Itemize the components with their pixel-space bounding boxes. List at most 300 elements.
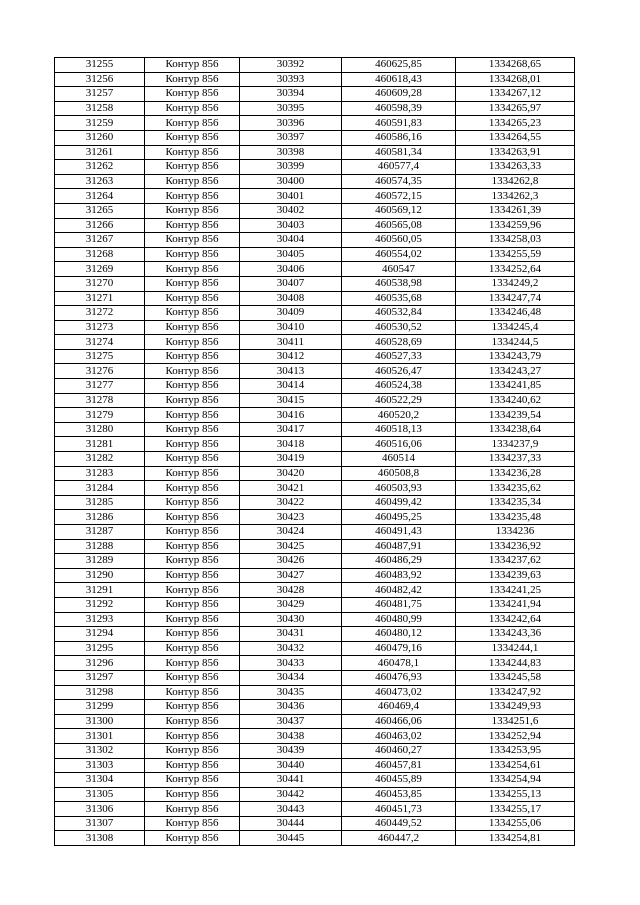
coordinates-table-body — [55, 58, 575, 846]
contour-name-cell: Контур 856 — [145, 276, 240, 291]
vertex-number-cell: 30399 — [240, 160, 342, 175]
table-row — [55, 160, 575, 175]
x-coordinate-cell: 460482,42 — [342, 583, 456, 598]
contour-name-cell: Контур 856 — [145, 174, 240, 189]
point-number-cell: 31277 — [55, 379, 145, 394]
table-row — [55, 116, 575, 131]
point-number-cell: 31272 — [55, 306, 145, 321]
y-coordinate-cell: 1334267,12 — [456, 87, 575, 102]
table-row — [55, 87, 575, 102]
x-coordinate-cell: 460530,52 — [342, 320, 456, 335]
contour-name-cell: Контур 856 — [145, 758, 240, 773]
point-number-cell: 31291 — [55, 583, 145, 598]
y-coordinate-cell: 1334247,92 — [456, 685, 575, 700]
vertex-number-cell: 30423 — [240, 510, 342, 525]
vertex-number-cell: 30412 — [240, 349, 342, 364]
point-number-cell: 31293 — [55, 612, 145, 627]
table-row — [55, 233, 575, 248]
point-number-cell: 31285 — [55, 495, 145, 510]
vertex-number-cell: 30398 — [240, 145, 342, 160]
y-coordinate-cell: 1334264,55 — [456, 130, 575, 145]
vertex-number-cell: 30395 — [240, 101, 342, 116]
table-row — [55, 189, 575, 204]
contour-name-cell: Контур 856 — [145, 525, 240, 540]
point-number-cell: 31294 — [55, 627, 145, 642]
table-row — [55, 422, 575, 437]
y-coordinate-cell: 1334261,39 — [456, 203, 575, 218]
table-row — [55, 495, 575, 510]
table-row — [55, 787, 575, 802]
x-coordinate-cell: 460487,91 — [342, 539, 456, 554]
x-coordinate-cell: 460554,02 — [342, 247, 456, 262]
x-coordinate-cell: 460547 — [342, 262, 456, 277]
x-coordinate-cell: 460577,4 — [342, 160, 456, 175]
contour-name-cell: Контур 856 — [145, 233, 240, 248]
x-coordinate-cell: 460466,06 — [342, 714, 456, 729]
x-coordinate-cell: 460527,33 — [342, 349, 456, 364]
y-coordinate-cell: 1334259,96 — [456, 218, 575, 233]
contour-name-cell: Контур 856 — [145, 306, 240, 321]
vertex-number-cell: 30445 — [240, 831, 342, 846]
y-coordinate-cell: 1334268,01 — [456, 72, 575, 87]
x-coordinate-cell: 460516,06 — [342, 437, 456, 452]
point-number-cell: 31256 — [55, 72, 145, 87]
y-coordinate-cell: 1334237,9 — [456, 437, 575, 452]
point-number-cell: 31266 — [55, 218, 145, 233]
y-coordinate-cell: 1334262,3 — [456, 189, 575, 204]
vertex-number-cell: 30400 — [240, 174, 342, 189]
vertex-number-cell: 30444 — [240, 816, 342, 831]
table-row — [55, 583, 575, 598]
vertex-number-cell: 30401 — [240, 189, 342, 204]
point-number-cell: 31263 — [55, 174, 145, 189]
y-coordinate-cell: 1334255,17 — [456, 802, 575, 817]
point-number-cell: 31301 — [55, 729, 145, 744]
x-coordinate-cell: 460495,25 — [342, 510, 456, 525]
x-coordinate-cell: 460447,2 — [342, 831, 456, 846]
y-coordinate-cell: 1334241,25 — [456, 583, 575, 598]
table-row — [55, 291, 575, 306]
point-number-cell: 31270 — [55, 276, 145, 291]
table-row — [55, 276, 575, 291]
vertex-number-cell: 30433 — [240, 656, 342, 671]
point-number-cell: 31303 — [55, 758, 145, 773]
vertex-number-cell: 30404 — [240, 233, 342, 248]
vertex-number-cell: 30439 — [240, 743, 342, 758]
table-row — [55, 525, 575, 540]
vertex-number-cell: 30438 — [240, 729, 342, 744]
table-row — [55, 379, 575, 394]
point-number-cell: 31278 — [55, 393, 145, 408]
table-row — [55, 174, 575, 189]
contour-name-cell: Контур 856 — [145, 145, 240, 160]
contour-name-cell: Контур 856 — [145, 335, 240, 350]
contour-name-cell: Контур 856 — [145, 247, 240, 262]
point-number-cell: 31260 — [55, 130, 145, 145]
x-coordinate-cell: 460449,52 — [342, 816, 456, 831]
table-row — [55, 627, 575, 642]
x-coordinate-cell: 460486,29 — [342, 554, 456, 569]
point-number-cell: 31298 — [55, 685, 145, 700]
x-coordinate-cell: 460473,02 — [342, 685, 456, 700]
vertex-number-cell: 30418 — [240, 437, 342, 452]
coordinates-table — [54, 57, 575, 846]
y-coordinate-cell: 1334253,95 — [456, 743, 575, 758]
table-row — [55, 145, 575, 160]
point-number-cell: 31302 — [55, 743, 145, 758]
point-number-cell: 31296 — [55, 656, 145, 671]
x-coordinate-cell: 460520,2 — [342, 408, 456, 423]
x-coordinate-cell: 460535,68 — [342, 291, 456, 306]
table-row — [55, 262, 575, 277]
y-coordinate-cell: 1334243,27 — [456, 364, 575, 379]
y-coordinate-cell: 1334244,83 — [456, 656, 575, 671]
contour-name-cell: Контур 856 — [145, 816, 240, 831]
vertex-number-cell: 30396 — [240, 116, 342, 131]
x-coordinate-cell: 460598,39 — [342, 101, 456, 116]
point-number-cell: 31284 — [55, 481, 145, 496]
table-row — [55, 612, 575, 627]
table-row — [55, 349, 575, 364]
contour-name-cell: Контур 856 — [145, 685, 240, 700]
vertex-number-cell: 30419 — [240, 452, 342, 467]
contour-name-cell: Контур 856 — [145, 510, 240, 525]
contour-name-cell: Контур 856 — [145, 160, 240, 175]
x-coordinate-cell: 460476,93 — [342, 670, 456, 685]
contour-name-cell: Контур 856 — [145, 393, 240, 408]
contour-name-cell: Контур 856 — [145, 58, 240, 73]
y-coordinate-cell: 1334241,85 — [456, 379, 575, 394]
table-row — [55, 554, 575, 569]
x-coordinate-cell: 460451,73 — [342, 802, 456, 817]
contour-name-cell: Контур 856 — [145, 437, 240, 452]
table-row — [55, 306, 575, 321]
table-row — [55, 466, 575, 481]
x-coordinate-cell: 460528,69 — [342, 335, 456, 350]
point-number-cell: 31287 — [55, 525, 145, 540]
x-coordinate-cell: 460508,8 — [342, 466, 456, 481]
point-number-cell: 31280 — [55, 422, 145, 437]
point-number-cell: 31297 — [55, 670, 145, 685]
vertex-number-cell: 30416 — [240, 408, 342, 423]
x-coordinate-cell: 460460,27 — [342, 743, 456, 758]
contour-name-cell: Контур 856 — [145, 787, 240, 802]
contour-name-cell: Контур 856 — [145, 72, 240, 87]
point-number-cell: 31259 — [55, 116, 145, 131]
y-coordinate-cell: 1334238,64 — [456, 422, 575, 437]
table-row — [55, 408, 575, 423]
contour-name-cell: Контур 856 — [145, 203, 240, 218]
vertex-number-cell: 30428 — [240, 583, 342, 598]
table-row — [55, 218, 575, 233]
vertex-number-cell: 30440 — [240, 758, 342, 773]
vertex-number-cell: 30409 — [240, 306, 342, 321]
point-number-cell: 31261 — [55, 145, 145, 160]
vertex-number-cell: 30410 — [240, 320, 342, 335]
y-coordinate-cell: 1334252,94 — [456, 729, 575, 744]
point-number-cell: 31267 — [55, 233, 145, 248]
table-row — [55, 393, 575, 408]
point-number-cell: 31273 — [55, 320, 145, 335]
y-coordinate-cell: 1334237,62 — [456, 554, 575, 569]
vertex-number-cell: 30422 — [240, 495, 342, 510]
contour-name-cell: Контур 856 — [145, 568, 240, 583]
y-coordinate-cell: 1334236 — [456, 525, 575, 540]
point-number-cell: 31268 — [55, 247, 145, 262]
point-number-cell: 31308 — [55, 831, 145, 846]
x-coordinate-cell: 460480,99 — [342, 612, 456, 627]
x-coordinate-cell: 460572,15 — [342, 189, 456, 204]
vertex-number-cell: 30413 — [240, 364, 342, 379]
x-coordinate-cell: 460591,83 — [342, 116, 456, 131]
x-coordinate-cell: 460586,16 — [342, 130, 456, 145]
contour-name-cell: Контур 856 — [145, 583, 240, 598]
vertex-number-cell: 30435 — [240, 685, 342, 700]
table-row — [55, 773, 575, 788]
x-coordinate-cell: 460499,42 — [342, 495, 456, 510]
point-number-cell: 31257 — [55, 87, 145, 102]
y-coordinate-cell: 1334247,74 — [456, 291, 575, 306]
y-coordinate-cell: 1334263,91 — [456, 145, 575, 160]
x-coordinate-cell: 460618,43 — [342, 72, 456, 87]
y-coordinate-cell: 1334252,64 — [456, 262, 575, 277]
vertex-number-cell: 30402 — [240, 203, 342, 218]
x-coordinate-cell: 460532,84 — [342, 306, 456, 321]
vertex-number-cell: 30442 — [240, 787, 342, 802]
vertex-number-cell: 30437 — [240, 714, 342, 729]
x-coordinate-cell: 460453,85 — [342, 787, 456, 802]
contour-name-cell: Контур 856 — [145, 802, 240, 817]
vertex-number-cell: 30431 — [240, 627, 342, 642]
vertex-number-cell: 30394 — [240, 87, 342, 102]
x-coordinate-cell: 460480,12 — [342, 627, 456, 642]
y-coordinate-cell: 1334255,13 — [456, 787, 575, 802]
point-number-cell: 31304 — [55, 773, 145, 788]
table-row — [55, 364, 575, 379]
contour-name-cell: Контур 856 — [145, 291, 240, 306]
y-coordinate-cell: 1334236,28 — [456, 466, 575, 481]
x-coordinate-cell: 460565,08 — [342, 218, 456, 233]
table-row — [55, 101, 575, 116]
contour-name-cell: Контур 856 — [145, 116, 240, 131]
point-number-cell: 31269 — [55, 262, 145, 277]
x-coordinate-cell: 460560,05 — [342, 233, 456, 248]
point-number-cell: 31279 — [55, 408, 145, 423]
point-number-cell: 31275 — [55, 349, 145, 364]
table-row — [55, 802, 575, 817]
x-coordinate-cell: 460457,81 — [342, 758, 456, 773]
table-row — [55, 685, 575, 700]
contour-name-cell: Контур 856 — [145, 641, 240, 656]
vertex-number-cell: 30434 — [240, 670, 342, 685]
contour-name-cell: Контур 856 — [145, 481, 240, 496]
vertex-number-cell: 30414 — [240, 379, 342, 394]
y-coordinate-cell: 1334239,63 — [456, 568, 575, 583]
vertex-number-cell: 30436 — [240, 700, 342, 715]
x-coordinate-cell: 460574,35 — [342, 174, 456, 189]
contour-name-cell: Контур 856 — [145, 364, 240, 379]
contour-name-cell: Контур 856 — [145, 656, 240, 671]
table-row — [55, 437, 575, 452]
contour-name-cell: Контур 856 — [145, 495, 240, 510]
x-coordinate-cell: 460569,12 — [342, 203, 456, 218]
y-coordinate-cell: 1334265,23 — [456, 116, 575, 131]
vertex-number-cell: 30425 — [240, 539, 342, 554]
point-number-cell: 31306 — [55, 802, 145, 817]
vertex-number-cell: 30430 — [240, 612, 342, 627]
x-coordinate-cell: 460491,43 — [342, 525, 456, 540]
vertex-number-cell: 30397 — [240, 130, 342, 145]
contour-name-cell: Контур 856 — [145, 349, 240, 364]
contour-name-cell: Контур 856 — [145, 218, 240, 233]
table-row — [55, 510, 575, 525]
vertex-number-cell: 30429 — [240, 597, 342, 612]
table-row — [55, 743, 575, 758]
table-row — [55, 58, 575, 73]
contour-name-cell: Контур 856 — [145, 743, 240, 758]
contour-name-cell: Контур 856 — [145, 714, 240, 729]
x-coordinate-cell: 460514 — [342, 452, 456, 467]
y-coordinate-cell: 1334246,48 — [456, 306, 575, 321]
contour-name-cell: Контур 856 — [145, 831, 240, 846]
point-number-cell: 31288 — [55, 539, 145, 554]
x-coordinate-cell: 460522,29 — [342, 393, 456, 408]
point-number-cell: 31281 — [55, 437, 145, 452]
table-row — [55, 539, 575, 554]
x-coordinate-cell: 460518,13 — [342, 422, 456, 437]
point-number-cell: 31262 — [55, 160, 145, 175]
table-row — [55, 641, 575, 656]
x-coordinate-cell: 460479,16 — [342, 641, 456, 656]
contour-name-cell: Контур 856 — [145, 130, 240, 145]
contour-name-cell: Контур 856 — [145, 452, 240, 467]
point-number-cell: 31299 — [55, 700, 145, 715]
y-coordinate-cell: 1334258,03 — [456, 233, 575, 248]
y-coordinate-cell: 1334262,8 — [456, 174, 575, 189]
x-coordinate-cell: 460609,28 — [342, 87, 456, 102]
contour-name-cell: Контур 856 — [145, 189, 240, 204]
y-coordinate-cell: 1334243,36 — [456, 627, 575, 642]
contour-name-cell: Контур 856 — [145, 422, 240, 437]
y-coordinate-cell: 1334244,1 — [456, 641, 575, 656]
y-coordinate-cell: 1334254,81 — [456, 831, 575, 846]
y-coordinate-cell: 1334255,06 — [456, 816, 575, 831]
y-coordinate-cell: 1334237,33 — [456, 452, 575, 467]
x-coordinate-cell: 460463,02 — [342, 729, 456, 744]
y-coordinate-cell: 1334265,97 — [456, 101, 575, 116]
y-coordinate-cell: 1334254,94 — [456, 773, 575, 788]
vertex-number-cell: 30417 — [240, 422, 342, 437]
table-row — [55, 714, 575, 729]
y-coordinate-cell: 1334254,61 — [456, 758, 575, 773]
contour-name-cell: Контур 856 — [145, 87, 240, 102]
vertex-number-cell: 30424 — [240, 525, 342, 540]
contour-name-cell: Контур 856 — [145, 379, 240, 394]
point-number-cell: 31274 — [55, 335, 145, 350]
x-coordinate-cell: 460455,89 — [342, 773, 456, 788]
vertex-number-cell: 30392 — [240, 58, 342, 73]
table-row — [55, 597, 575, 612]
y-coordinate-cell: 1334236,92 — [456, 539, 575, 554]
vertex-number-cell: 30432 — [240, 641, 342, 656]
vertex-number-cell: 30426 — [240, 554, 342, 569]
point-number-cell: 31307 — [55, 816, 145, 831]
contour-name-cell: Контур 856 — [145, 700, 240, 715]
point-number-cell: 31290 — [55, 568, 145, 583]
contour-name-cell: Контур 856 — [145, 101, 240, 116]
point-number-cell: 31265 — [55, 203, 145, 218]
y-coordinate-cell: 1334235,62 — [456, 481, 575, 496]
contour-name-cell: Контур 856 — [145, 539, 240, 554]
table-row — [55, 568, 575, 583]
x-coordinate-cell: 460524,38 — [342, 379, 456, 394]
table-row — [55, 816, 575, 831]
vertex-number-cell: 30420 — [240, 466, 342, 481]
y-coordinate-cell: 1334255,59 — [456, 247, 575, 262]
vertex-number-cell: 30407 — [240, 276, 342, 291]
vertex-number-cell: 30441 — [240, 773, 342, 788]
table-row — [55, 452, 575, 467]
point-number-cell: 31292 — [55, 597, 145, 612]
y-coordinate-cell: 1334244,5 — [456, 335, 575, 350]
contour-name-cell: Контур 856 — [145, 262, 240, 277]
y-coordinate-cell: 1334239,54 — [456, 408, 575, 423]
point-number-cell: 31282 — [55, 452, 145, 467]
point-number-cell: 31300 — [55, 714, 145, 729]
x-coordinate-cell: 460469,4 — [342, 700, 456, 715]
contour-name-cell: Контур 856 — [145, 466, 240, 481]
contour-name-cell: Контур 856 — [145, 597, 240, 612]
table-row — [55, 72, 575, 87]
contour-name-cell: Контур 856 — [145, 612, 240, 627]
x-coordinate-cell: 460625,85 — [342, 58, 456, 73]
y-coordinate-cell: 1334268,65 — [456, 58, 575, 73]
contour-name-cell: Контур 856 — [145, 320, 240, 335]
x-coordinate-cell: 460538,98 — [342, 276, 456, 291]
vertex-number-cell: 30408 — [240, 291, 342, 306]
table-row — [55, 670, 575, 685]
x-coordinate-cell: 460478,1 — [342, 656, 456, 671]
y-coordinate-cell: 1334249,93 — [456, 700, 575, 715]
table-row — [55, 335, 575, 350]
table-row — [55, 320, 575, 335]
point-number-cell: 31255 — [55, 58, 145, 73]
point-number-cell: 31271 — [55, 291, 145, 306]
vertex-number-cell: 30406 — [240, 262, 342, 277]
y-coordinate-cell: 1334245,4 — [456, 320, 575, 335]
vertex-number-cell: 30415 — [240, 393, 342, 408]
point-number-cell: 31283 — [55, 466, 145, 481]
y-coordinate-cell: 1334242,64 — [456, 612, 575, 627]
table-row — [55, 831, 575, 846]
contour-name-cell: Контур 856 — [145, 729, 240, 744]
vertex-number-cell: 30427 — [240, 568, 342, 583]
x-coordinate-cell: 460503,93 — [342, 481, 456, 496]
point-number-cell: 31264 — [55, 189, 145, 204]
vertex-number-cell: 30393 — [240, 72, 342, 87]
x-coordinate-cell: 460526,47 — [342, 364, 456, 379]
point-number-cell: 31258 — [55, 101, 145, 116]
y-coordinate-cell: 1334235,48 — [456, 510, 575, 525]
vertex-number-cell: 30405 — [240, 247, 342, 262]
y-coordinate-cell: 1334235,34 — [456, 495, 575, 510]
table-row — [55, 729, 575, 744]
y-coordinate-cell: 1334243,79 — [456, 349, 575, 364]
x-coordinate-cell: 460581,34 — [342, 145, 456, 160]
y-coordinate-cell: 1334263,33 — [456, 160, 575, 175]
vertex-number-cell: 30411 — [240, 335, 342, 350]
point-number-cell: 31286 — [55, 510, 145, 525]
